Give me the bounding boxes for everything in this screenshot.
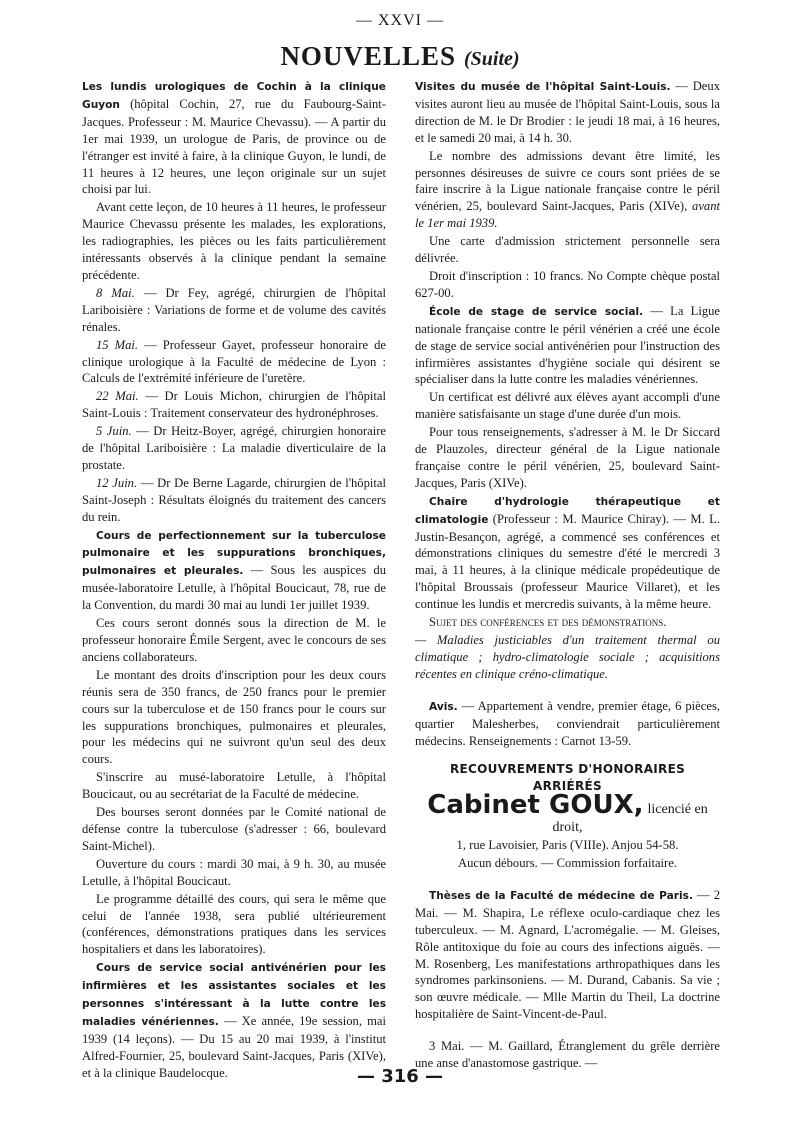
advert-header: RECOUVREMENTS D'HONORAIRES ARRIÉRÉS [449,762,686,794]
paragraph: Avant cette leçon, de 10 heures à 11 heures, le professeur Maurice Chevassu présente les malades, les explorations, les radiographies, les pièces ou les faits particulièrement intéressants observés à la clinique pendant la semaine précédente. [82,200,386,282]
lecture-date: 15 Mai. [96,337,139,352]
roman-page-number: — XXVI — [356,12,444,29]
paragraph: Droit d'inscription : 10 francs. No Compte chèque postal 627-00. [415,268,720,300]
paragraph: Pour tous renseignements, s'adresser à M. le Dr Siccard de Plauzoles, directeur général de la Ligue nationale française contre le péril vénérien, 25, boulevard Saint-Jacques, Paris (XIVe). [415,425,720,490]
advert-cabinet [415,790,720,837]
item-body: (hôpital Cochin, 27, rue du Faubourg-Saint-Jacques. Professeur : M. Maurice Chevassu). — A partir du 1er mai 1939, un urologue de Paris, de province ou de l'étranger est invité à faire, à la clinique Guyon, le lundi, de 11 heures à 12 heures, une leçon originale sur un sujet choisi par lui. [82,96,386,197]
lecture-entry [82,388,386,422]
lecture-entry [82,285,386,336]
paragraph [415,148,720,233]
lecture-text: — Dr Heitz-Boyer, agrégé, chirurgien honoraire de l'hôpital Lariboisière : La maladie diverticulaire de la prostate. [82,424,386,472]
paragraph-text: Le nombre des admissions devant être limité, les personnes désireuses de suivre ce cours sont priées de se faire inscrire à la Ligue nationale française contre le péril vénérien, 25, boulevard Saint-Jacques, Paris (XIVe), [415,148,720,214]
lecture-date: 22 Mai. [96,389,139,404]
item-body: — Xe année, 19e session, mai 1939 (14 leçons). — Du 15 au 20 mai 1939, à l'institut Alfred-Fournier, 25, boulevard Saint-Jacques, Paris (XIVe), et à la clinique Baudelocque. [82,1013,386,1080]
item-body: — La Ligue nationale française contre le péril vénérien a créé une école de stage de service social antivénérien pour l'instruction des infirmières assistantes d'hygiène sociale qui désirent se spécialiser dans la lutte contre les maladies vénériennes. [415,303,721,387]
news-item-lundis [82,78,386,198]
cabinet-word: Cabinet [427,790,550,821]
paragraph: Le montant des droits d'inscription pour les deux cours réunis sera de 350 francs, de 250 francs pour le premier cours sur la tuberculose et de 150 francs pour le cours sur les suppurations bronchiques, pulmonaires et pleurales, pour les médecins qui ne suivront qu'un seul des deux cours. [82,667,386,767]
item-heading: Les lundis urologiques de Cochin à la clinique Guyon [82,81,386,111]
cabinet-name: GOUX, [549,790,644,821]
news-item-visites [415,78,720,147]
item-heading: Visites du musée de l'hôpital Saint-Louis. [415,81,671,93]
item-heading: Cours de service social antivénérien pour les infirmières et les assistantes sociales et les personnes s'intéressant à la lutte contre les maladies vénériennes. [82,962,386,1028]
paragraph: Ces cours seront donnés sous la direction de M. le professeur honoraire Émile Sergent, avec le concours de ses anciens collaborateurs. [82,616,386,664]
item-heading: École de stage de service social. [429,305,644,318]
lecture-entry [82,423,386,474]
paragraph: Ouverture du cours : mardi 30 mai, à 9 h. 30, au musée Letulle, à l'hôpital Boucicaut. [82,856,386,888]
advert-note: Aucun débours. — Commission forfaitaire. [458,855,677,870]
title-suite: (Suite) [464,48,520,70]
spacer [415,1024,720,1038]
sujet-label: Sujet des conférences et des démonstrations. [429,615,667,630]
paragraph: 3 Mai. — M. Gaillard, Étranglement du grêle derrière une anse d'anastomose gastrique. — [415,1039,720,1071]
advert-address: 1, rue Lavoisier, Paris (VIIIe). Anjou 54-58. [456,838,679,853]
paragraph: Un certificat est délivré aux élèves ayant accompli d'une manière satisfaisante un stage d'une durée d'un mois. [415,390,720,422]
lecture-entry [82,475,386,526]
item-heading: Cours de perfectionnement sur la tuberculose pulmonaire et les suppurations bronchiques, pulmonaires et pleurales. [82,529,386,578]
item-body: (Professeur : M. Maurice Chiray). — M. L. Justin-Besançon, agrégé, a commencé ses conférences et démonstrations cliniques du semestre d'été le mercredi 3 mai, à 11 heures, à la clinique médicale propédeutique de l'hôpital Broussais (professeur Maurice Villaret), et les continue les lundis et mercredis suivants, à la même heure. [415,511,720,612]
news-item-ecole [415,303,720,389]
item-heading: Chaire d'hydrologie thérapeutique et climatologie [415,495,720,526]
paragraph: Une carte d'admission strictement personnelle sera délivrée. [415,234,720,266]
news-item-service-social [82,959,386,1081]
news-item-tuberculose [82,527,386,615]
item-body: — 2 Mai. — M. Shapira, Le réflexe oculo-cardiaque chez les tuberculeux. — M. Agnard, L'acromégalie. — M. Gleises, Rôle antitoxique du foie au cours des infections aiguës. — M. Rosenberg, Les manifestations arthropathiques dans les syndromes parkinsoniens. — M. Durand, Cabanis. Sa vie ; son œuvre médicale. — Mlle Martin du Theil, La doctrine hospitalière de Saint-Vincent-de-Paul. [415,887,721,1022]
lecture-text: — Professeur Gayet, professeur honoraire de clinique urologique à la Faculté de médecine de Lyon : Calculs de l'extrémité inférieure de l'uretère. [82,337,386,386]
right-column [415,78,720,1073]
item-heading: Avis. [429,700,458,713]
deadline-text: avant le 1er mai 1939. [415,199,720,231]
lecture-text: — Dr Fey, agrégé, chirurgien de l'hôpital Lariboisière : Variations de forme et de volume des cavités rénales. [82,285,386,334]
lecture-text: — Dr De Berne Lagarde, chirurgien de l'hôpital Saint-Joseph : Résultats éloignés du traitement des cancers du rein. [82,475,386,524]
item-body: — Deux visites auront lieu au musée de l'hôpital Saint-Louis, sous la direction de M. le Dr Brodier : le jeudi 18 mai, à 16 heures, et le samedi 20 mai, à 14 h. 30. [415,79,720,145]
news-item-chaire [415,493,720,613]
paragraph: S'inscrire au musé-laboratoire Letulle, à l'hôpital Boucicaut, ou au secrétariat de la Faculté de médecine. [82,770,386,802]
paragraph: Des bourses seront données par le Comité national de défense contre la tuberculose (s'adresser : 66, boulevard Saint-Michel). [82,805,386,853]
spacer [415,873,720,887]
news-item-theses [415,887,720,1023]
lecture-date: 12 Juin. [96,475,138,490]
spacer [415,684,720,698]
section-title [0,40,800,75]
left-column [82,78,386,1083]
lecture-entry [82,337,386,388]
paragraph: Le programme détaillé des cours, qui sera le même que celui de l'année 1938, sera publié ultérieurement (conférences, démonstrations pratiques dans les services hospitaliers et dans les laboratoires). [82,891,386,957]
title-text: NOUVELLES [280,41,456,71]
lecture-date: 8 Mai. [96,285,135,300]
item-heading: Thèses de la Faculté de médecine de Paris. [429,889,693,902]
item-body: — Sous les auspices du musée-laboratoire Letulle, à l'hôpital Boucicaut, 78, rue de la Convention, du mardi 30 mai au lundi 1er juillet 1939. [82,563,386,613]
item-body: — Appartement à vendre, premier étage, 6 pièces, quartier Malesherbes, conviendrait particulièrement médecins. Renseignements : Carnot 13-59. [415,698,720,748]
cabinet-title: licencié en droit, [552,802,708,836]
page-number: — 316 — [356,1066,444,1087]
sujet-text: — Maladies justiciables d'un traitement thermal ou climatique ; hydro-climatologie sociale ; acquisitions récentes en clinique créno-climatique. [415,633,720,681]
news-item-avis [415,698,720,750]
lecture-text: — Dr Louis Michon, chirurgien de l'hôpital Saint-Louis : Traitement conservateur des hydronéphroses. [82,389,387,421]
lecture-date: 5 Juin. [96,424,132,439]
